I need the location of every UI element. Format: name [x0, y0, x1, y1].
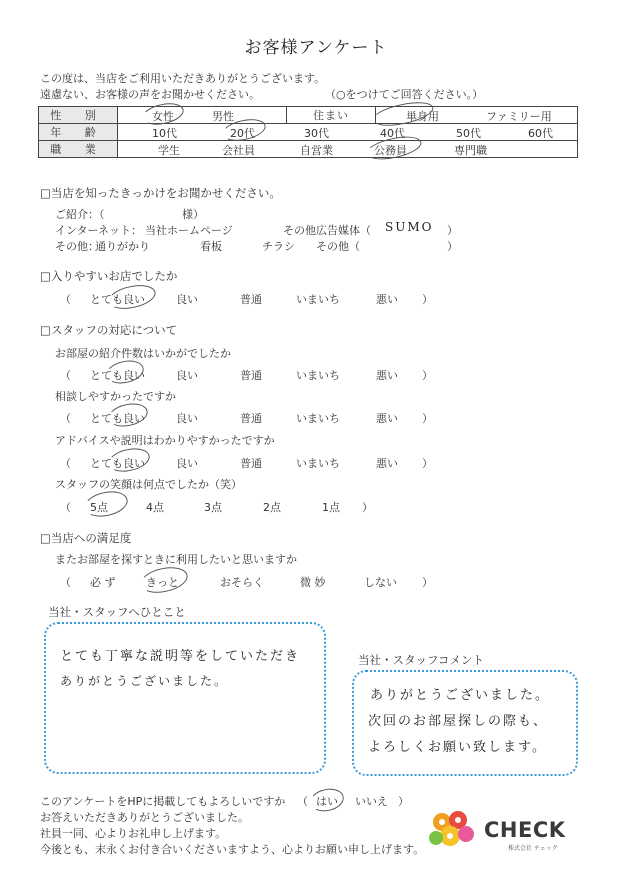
open-paren: （: [60, 412, 71, 425]
q3a-option-very-good[interactable]: とても良い: [90, 369, 145, 382]
job-option-student[interactable]: 学生: [158, 144, 180, 157]
consent-no-option[interactable]: いいえ: [355, 795, 388, 808]
q1-option-walkby[interactable]: 通りがかり: [95, 240, 150, 253]
q2-option-very-good[interactable]: とても良い: [90, 293, 145, 306]
intro-instruction: （○をつけてご回答ください。）: [325, 88, 484, 101]
close-paren: ）: [422, 457, 433, 470]
q3a-option-poor[interactable]: いまいち: [296, 369, 340, 382]
q4-option-probably[interactable]: おそらく: [220, 576, 264, 589]
staff-comment-line2: 次回のお部屋探しの際も、: [368, 714, 549, 729]
job-header: 職 業: [39, 141, 118, 158]
q3-sub3: アドバイスや説明はわかりやすかったですか: [55, 434, 275, 447]
q1-heading: □当店を知ったきっかけをお聞かせください。: [40, 186, 281, 200]
close-paren: ）: [422, 576, 433, 589]
close-paren: ）: [422, 293, 433, 306]
intro-line-2: 遠慮ない、お客様の声をお聞かせください。: [40, 88, 260, 101]
q3c-option-poor[interactable]: いまいち: [296, 457, 340, 470]
q1-referral-suffix: 様）: [182, 208, 204, 221]
gender-header: 性 別: [39, 107, 118, 124]
age-option-30s[interactable]: 30代: [304, 127, 329, 140]
logo-subtext: 株式会社 チェック: [508, 845, 558, 852]
q2-option-good[interactable]: 良い: [176, 293, 198, 306]
age-header: 年 齢: [39, 124, 118, 141]
q2-option-bad[interactable]: 悪い: [376, 293, 398, 306]
customer-comment-line1: とても丁寧な説明等をしていただき: [60, 649, 301, 664]
gender-option-female[interactable]: 女性: [152, 110, 174, 123]
q4-option-unsure[interactable]: 微 妙: [300, 576, 326, 589]
close-paren: ）: [422, 369, 433, 382]
q1-homepage-option[interactable]: 当社ホームページ: [145, 224, 233, 237]
age-option-60s[interactable]: 60代: [528, 127, 553, 140]
q1-option-other[interactable]: その他（: [316, 240, 360, 253]
q4-option-no[interactable]: しない: [364, 576, 397, 589]
close-paren: ）: [398, 795, 409, 808]
logo-text: CHECK: [484, 818, 566, 842]
open-paren: （: [60, 293, 71, 306]
q3-sub1: お部屋の紹介件数はいかがでしたか: [55, 347, 231, 360]
q4-option-definitely[interactable]: 必 ず: [90, 576, 116, 589]
q3b-option-good[interactable]: 良い: [176, 412, 198, 425]
q3a-option-bad[interactable]: 悪い: [376, 369, 398, 382]
staff-comment-line1: ありがとうございました。: [370, 688, 551, 703]
q2-option-average[interactable]: 普通: [240, 293, 262, 306]
open-paren: （: [60, 369, 71, 382]
q4-heading: □当店への満足度: [40, 531, 132, 545]
q3b-option-average[interactable]: 普通: [240, 412, 262, 425]
q3-heading: □スタッフの対応について: [40, 323, 178, 337]
intro-line-1: この度は、当店をご利用いただきありがとうございます。: [40, 72, 326, 85]
q4-option-surely[interactable]: きっと: [146, 576, 179, 589]
job-option-self-employed[interactable]: 自営業: [300, 144, 333, 157]
staff-comment-label: 当社・スタッフコメント: [358, 653, 484, 667]
answer-circle: [106, 281, 158, 312]
residence-header: 住まい: [287, 107, 376, 124]
q1-other-media-option[interactable]: その他広告媒体（: [283, 224, 371, 237]
q1-internet-label: インターネット：: [55, 224, 143, 237]
q3d-option-2[interactable]: 2点: [263, 501, 281, 514]
q3d-option-4[interactable]: 4点: [146, 501, 164, 514]
q3c-option-very-good[interactable]: とても良い: [90, 457, 145, 470]
age-option-40s[interactable]: 40代: [380, 127, 405, 140]
q3a-option-good[interactable]: 良い: [176, 369, 198, 382]
footer-closing: 今後とも、末永くお付き合いくださいますよう、心よりお願い申し上げます。: [40, 843, 425, 856]
q1-option-signboard[interactable]: 看板: [200, 240, 222, 253]
job-option-employee[interactable]: 会社員: [222, 144, 255, 157]
q3-sub4: スタッフの笑顔は何点でしたか（笑）: [55, 478, 242, 491]
open-paren: （: [60, 457, 71, 470]
q2-heading: □入りやすいお店でしたか: [40, 269, 178, 283]
q1-option-flyer[interactable]: チラシ: [262, 240, 295, 253]
q3d-option-3[interactable]: 3点: [204, 501, 222, 514]
q3d-option-5[interactable]: 5点: [90, 501, 108, 514]
footer-thanks: お答えいただきありがとうございました。: [40, 811, 249, 824]
q1-close-paren: ）: [447, 240, 458, 253]
page-title: お客様アンケート: [244, 38, 388, 58]
open-paren: （: [60, 576, 71, 589]
table-row: [39, 107, 578, 124]
close-paren: ）: [362, 501, 373, 514]
q4-sub: またお部屋を探すときに利用したいと思いますか: [55, 553, 297, 566]
q3a-option-average[interactable]: 普通: [240, 369, 262, 382]
age-option-50s[interactable]: 50代: [456, 127, 481, 140]
open-paren: （: [297, 795, 308, 808]
residence-option-family[interactable]: ファミリー用: [486, 110, 552, 123]
table-row: [39, 141, 578, 158]
q3c-option-average[interactable]: 普通: [240, 457, 262, 470]
job-option-civil-servant[interactable]: 公務員: [374, 144, 407, 157]
table-row: [39, 124, 578, 141]
answer-circle: [138, 563, 190, 596]
q1-close-paren: ）: [447, 224, 458, 237]
q2-option-poor[interactable]: いまいち: [296, 293, 340, 306]
flower-logo-icon: [428, 810, 480, 850]
q1-other-media-answer: SUMO: [385, 220, 434, 234]
q3c-option-bad[interactable]: 悪い: [376, 457, 398, 470]
footer-consent-question: このアンケートをHPに掲載してもよろしいですか: [40, 795, 286, 808]
q3b-option-bad[interactable]: 悪い: [376, 412, 398, 425]
q3d-option-1[interactable]: 1点: [322, 501, 340, 514]
q1-referral-label: ご紹介：（: [55, 208, 105, 221]
customer-comment-line2: ありがとうございました。: [60, 674, 229, 688]
q3b-option-very-good[interactable]: とても良い: [90, 412, 145, 425]
q1-others-label: その他：: [55, 240, 99, 253]
answer-circle: [82, 488, 130, 521]
customer-comment-label: 当社・スタッフへひとこと: [48, 605, 186, 619]
close-paren: ）: [422, 412, 433, 425]
answer-circle: [308, 786, 346, 815]
residence-option-single[interactable]: 単身用: [406, 110, 439, 123]
demographics-table: [38, 106, 578, 158]
open-paren: （: [60, 501, 71, 514]
job-option-specialist[interactable]: 専門職: [454, 144, 487, 157]
gender-option-male[interactable]: 男性: [212, 110, 234, 123]
age-option-20s[interactable]: 20代: [230, 127, 255, 140]
q3-sub2: 相談しやすかったですか: [55, 390, 176, 403]
age-option-10s[interactable]: 10代: [152, 127, 177, 140]
footer-gratitude: 社員一同、心よりお礼申し上げます。: [40, 827, 227, 840]
staff-comment-line3: よろしくお願い致します。: [368, 740, 547, 755]
consent-yes-option[interactable]: はい: [316, 795, 338, 808]
q3b-option-poor[interactable]: いまいち: [296, 412, 340, 425]
q3c-option-good[interactable]: 良い: [176, 457, 198, 470]
